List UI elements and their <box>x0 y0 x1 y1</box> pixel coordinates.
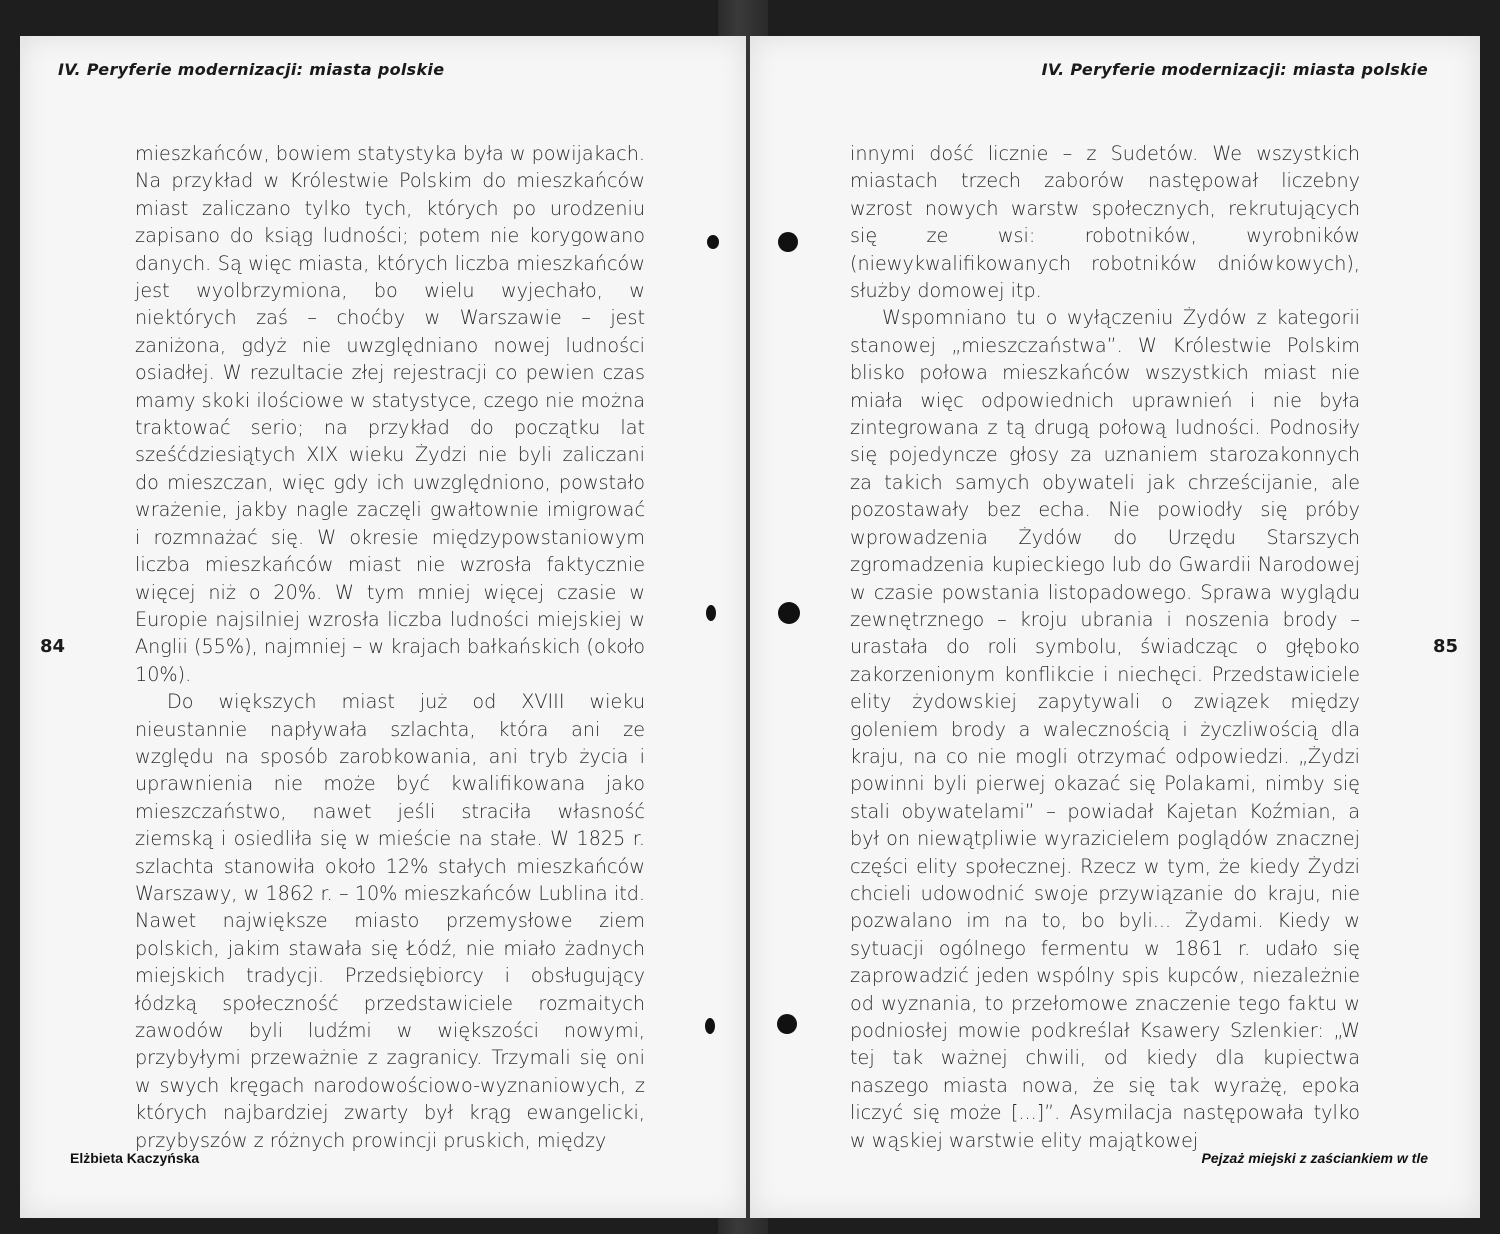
binding-hole <box>778 602 800 624</box>
page-number: 84 <box>40 636 66 657</box>
paragraph: mieszkańców, bowiem statystyka była w powijakach. Na przykład w Królestwie Polskim do mieszkańców miast zaliczano tylko tych, których po urodzeniu zapisano do ksiąg ludności; potem nie korygowano danych. Są więc miasta, których liczba mieszkańców jest wyolbrzymiona, bo wielu wyjechało, w niektórych zaś – choćby w Warszawie – jest zaniżona, gdyż nie uwzględniano nowej ludności osiadłej. W rezultacie złej rejestracji co pewien czas mamy skoki ilościowe w statystyce, czego nie można traktować serio; na przykład do początku lat sześćdziesiątych XIX wieku Żydzi nie byli zaliczani do mieszczan, więc gdy ich uwzględniono, powstało wrażenie, jakby nagle zaczęli gwałtownie imigrować i rozmnażać się. W okresie międzypowstaniowym liczba mieszkańców miast nie wzrosła faktycznie więcej niż o 20%. W tym mniej więcej czasie w Europie najsilniej wzrosła liczba ludności miejskiej w Anglii (55%), najmniej – w krajach bałkańskich (około 10%). <box>135 142 645 686</box>
paragraph: Do większych miast już od XVIII wieku nieustannie napływała szlachta, która ani ze względu na sposób zarobkowania, ani tryb życia i uprawnienia nie może być kwalifikowana jako mieszczaństwo, nawet jeśli straciła własność ziemską i osiedliła się w mieście na stałe. W 1825 r. szlachta stanowiła około 12% stałych mieszkańców Warszawy, w 1862 r. – 10% mieszkańców Lublina itd. Nawet największe miasto przemysłowe ziem polskich, jakim stawała się Łódź, nie miało żadnych miejskich tradycji. Przedsiębiorcy i obsługujący łódzką społeczność przedstawiciele rozmaitych zawodów byli ludźmi w większości nowymi, przybyłymi przeważnie z zagranicy. Trzymali się oni w swych kręgach narodowościowo-wyznaniowych, z których najbardziej zwarty był krąg ewangelicki, przybyszów z różnych prowincji pruskich, między <box>135 690 645 1152</box>
binding-hole <box>777 1014 797 1034</box>
footer-author: Elżbieta Kaczyńska <box>70 1150 200 1166</box>
body-text <box>850 140 1360 1154</box>
paragraph: innymi dość licznie – z Sudetów. We wszystkich miastach trzech zaborów następował liczebny wzrost nowych warstw społecznych, rekrutujących się ze wsi: robotników, wyrobników (niewykwalifikowanych robotników dniówkowych), służby domowej itp. <box>850 142 1360 303</box>
binding-hole <box>705 1018 715 1034</box>
binding-hole <box>778 232 798 252</box>
running-head: IV. Peryferie modernizacji: miasta polskie <box>1041 60 1428 79</box>
running-head: IV. Peryferie modernizacji: miasta polskie <box>58 60 445 79</box>
body-text <box>135 140 645 1154</box>
page-number: 85 <box>1432 636 1458 657</box>
paragraph: Wspomniano tu o wyłączeniu Żydów z kategorii stanowej „mieszczaństwa”. W Królestwie Polskim blisko połowa mieszkańców wszystkich miast nie miała więc odpowiednich uprawnień i nie była zintegrowana z tą drugą połową ludności. Podnosiły się pojedyncze głosy za uznaniem starozakonnych za takich samych obywateli jak chrześcijanie, ale pozostawały bez echa. Nie powiodły się próby wprowadzenia Żydów do Urzędu Starszych zgromadzenia kupieckiego lub do Gwardii Narodowej w czasie powstania listopadowego. Sprawa wyglądu zewnętrznego – kroju ubrania i noszenia brody – urastała do roli symbolu, świadcząc o głęboko zakorzenionym konflikcie i niechęci. Przedstawiciele elity żydowskiej zapytywali o związek między goleniem brody a walecznością i życzliwością dla kraju, na co nie mogli otrzymać odpowiedzi. „Żydzi powinni byli pierwej okazać się Polakami, nimby się stali obywatelami” – powiadał Kajetan Koźmian, a był on niewątpliwie wyrazicielem poglądów znacznej części elity społecznej. Rzecz w tym, że kiedy Żydzi chcieli udowodnić swoje przywiązanie do kraju, nie pozwalano im na to, bo byli... Żydami. Kiedy w sytuacji ogólnego fermentu w 1861 r. udało się zaprowadzić jeden wspólny spis kupców, niezależnie od wyznania, to przełomowe znaczenie tego faktu w podniosłej mowie podkreślał Ksawery Szlenkier: „W tej tak ważnej chwili, od kiedy dla kupiectwa naszego miasta nowa, że się tak wyrażę, epoka liczyć się może [...]”. Asymilacja następowała tylko w wąskiej warstwie elity majątkowej <box>850 306 1360 1152</box>
right-page <box>750 36 1480 1218</box>
footer-book-title: Pejzaż miejski z zaściankiem w tle <box>1201 1150 1428 1166</box>
left-page <box>20 36 746 1218</box>
binding-hole <box>707 235 719 249</box>
binding-hole <box>706 605 716 621</box>
